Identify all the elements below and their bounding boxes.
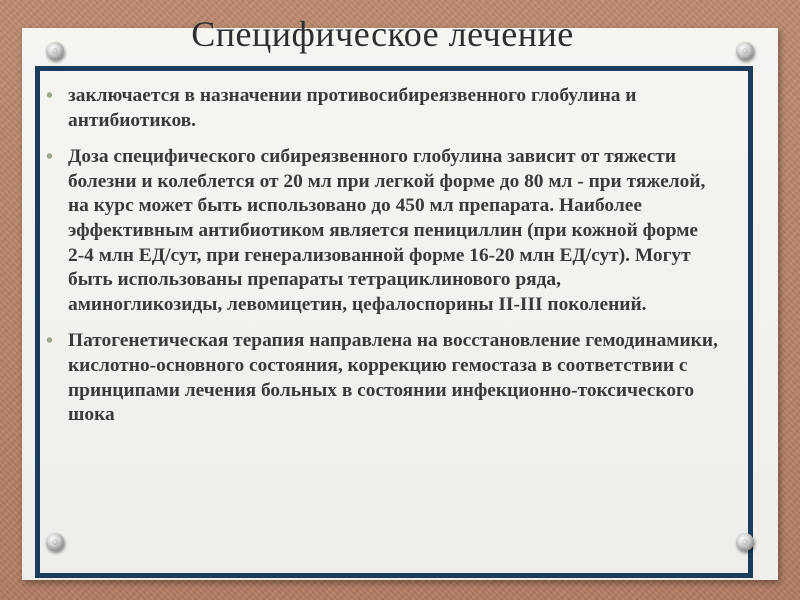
list-item	[46, 145, 718, 317]
bullet-icon: •	[46, 146, 54, 169]
slide-title: Специфическое лечение	[191, 14, 574, 54]
bullet-text: Доза специфического сибиреязвенного глобулина зависит от тяжести болезни и колеблется от 20 мл при легкой форме до 80 мл - при тяжелой, на курс может быть использовано до 450 мл препарата. Наиболее эффективным антибиотиком является пенициллин (при кожной форме 2-4 млн ЕД/сут, при генерализованной форме 16-20 млн ЕД/сут). Могут быть использованы препараты тетрациклинового ряда, аминогликозиды, левомицетин, цефалоспорины II-III поколений.	[68, 146, 706, 315]
bullet-text: Патогенетическая терапия направлена на восстановление гемодинамики, кислотно-основного состояния, коррекцию гемостаза в соответствии с принципами лечения больных в состоянии инфекционно-токсического шока	[68, 330, 718, 426]
pushpin-icon	[46, 533, 64, 551]
bullet-text: заключается в назначении противосибиреязвенного глобулина и антибиотиков.	[68, 85, 637, 131]
bullet-list	[46, 84, 718, 440]
bullet-icon: •	[46, 330, 54, 353]
list-item	[46, 84, 718, 133]
bullet-icon: •	[46, 85, 54, 107]
pushpin-icon	[736, 533, 754, 551]
list-item	[46, 329, 718, 427]
